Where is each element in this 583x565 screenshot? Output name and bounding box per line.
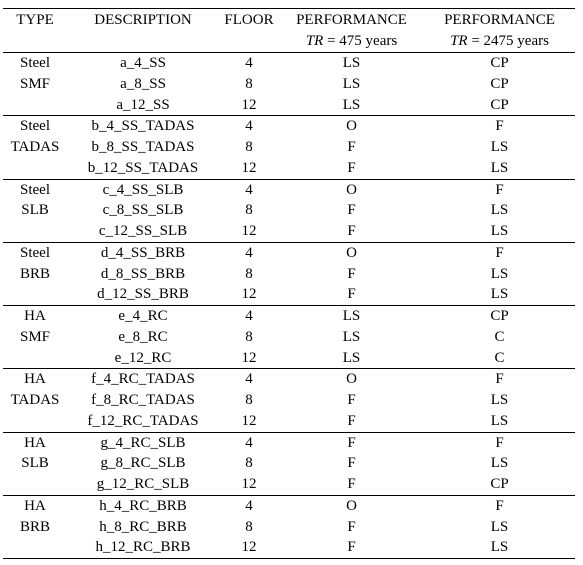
floor-cell: 4 <box>219 432 279 453</box>
performance-2475-cell: F <box>424 432 575 453</box>
performance-2475-cell: LS <box>490 223 509 240</box>
description-cell: d_8_SS_BRB <box>100 265 186 282</box>
table-row <box>3 327 575 348</box>
performance-475-cell: O <box>279 116 424 137</box>
tr-symbol: TR <box>450 33 468 49</box>
floor-cell: 8 <box>245 139 253 156</box>
type-cell <box>3 95 67 116</box>
description-cell: e_8_RC <box>118 328 168 345</box>
tr-value: = 2475 years <box>467 33 549 49</box>
performance-2475-cell: LS <box>490 518 509 535</box>
performance-475-cell: F <box>347 265 356 282</box>
description-cell: g_12_RC_SLB <box>96 476 190 493</box>
floor-cell: 8 <box>245 202 253 219</box>
header-description: DESCRIPTION <box>67 9 219 32</box>
type-cell <box>3 221 67 242</box>
table-row <box>3 53 575 74</box>
table-row <box>3 242 575 263</box>
type-cell <box>3 474 67 495</box>
description-cell: g_4_RC_SLB <box>67 432 219 453</box>
description-cell: a_12_SS <box>116 96 170 113</box>
floor-cell: 4 <box>219 116 279 137</box>
table-row <box>3 517 575 538</box>
description-cell: d_4_SS_BRB <box>67 242 219 263</box>
description-cell: h_8_RC_BRB <box>99 518 187 535</box>
table-row <box>3 306 575 327</box>
performance-2475-cell: F <box>424 242 575 263</box>
performance-table-container <box>3 8 575 559</box>
floor-cell: 4 <box>219 495 279 516</box>
floor-cell: 8 <box>245 265 253 282</box>
description-cell: c_8_SS_SLB <box>102 202 184 219</box>
performance-2475-cell: LS <box>490 202 509 219</box>
system-group <box>3 306 575 369</box>
performance-475-cell: LS <box>342 328 361 345</box>
type-cell <box>3 158 67 179</box>
type-cell <box>3 284 67 305</box>
type-cell: SLB <box>21 202 49 219</box>
performance-2475-cell: C <box>494 349 505 366</box>
performance-475-cell: F <box>279 432 424 453</box>
type-cell: HA <box>3 369 67 390</box>
performance-475-cell: LS <box>342 55 361 72</box>
performance-475-cell: F <box>347 159 356 176</box>
table-row <box>3 390 575 411</box>
table-row <box>3 474 575 495</box>
description-cell: f_4_RC_TADAS <box>67 369 219 390</box>
table-row <box>3 200 575 221</box>
performance-2475-cell: LS <box>424 537 575 558</box>
performance-475-cell: O <box>279 369 424 390</box>
floor-cell: 12 <box>219 537 279 558</box>
performance-2475-cell: F <box>424 495 575 516</box>
table-row <box>3 179 575 200</box>
table-row <box>3 95 575 116</box>
performance-2475-cell: LS <box>490 455 509 472</box>
type-cell: Steel <box>3 116 67 137</box>
description-cell: h_12_RC_BRB <box>67 537 219 558</box>
floor-cell: 8 <box>245 75 253 92</box>
table-row <box>3 432 575 453</box>
performance-2475-cell: CP <box>490 476 509 493</box>
table-row <box>3 411 575 432</box>
description-cell: a_4_SS <box>120 55 166 72</box>
system-group <box>3 242 575 305</box>
floor-cell: 12 <box>241 476 257 493</box>
system-group <box>3 53 575 116</box>
performance-2475-cell: CP <box>490 96 509 113</box>
tr-value: = 475 years <box>323 33 398 49</box>
performance-475-cell: F <box>347 202 356 219</box>
description-cell: b_12_SS_TADAS <box>87 159 199 176</box>
floor-cell: 4 <box>219 369 279 390</box>
table-row <box>3 537 575 558</box>
performance-475-cell: LS <box>279 306 424 327</box>
type-cell: Steel <box>20 55 50 72</box>
type-cell: HA <box>3 432 67 453</box>
system-group <box>3 495 575 558</box>
system-group <box>3 116 575 179</box>
description-cell: f_8_RC_TADAS <box>91 392 195 409</box>
type-cell: SMF <box>19 328 51 345</box>
performance-2475-cell: LS <box>490 392 509 409</box>
floor-cell: 4 <box>219 306 279 327</box>
performance-2475-cell: LS <box>490 265 509 282</box>
header-return-period-475 <box>279 31 424 53</box>
type-cell: SLB <box>21 455 49 472</box>
type-cell: SMF <box>19 75 51 92</box>
system-group <box>3 369 575 432</box>
performance-475-cell: O <box>279 495 424 516</box>
performance-475-cell: F <box>347 286 356 303</box>
system-group <box>3 179 575 242</box>
performance-2475-cell: LS <box>490 159 509 176</box>
floor-cell: 8 <box>245 455 253 472</box>
performance-2475-cell: CP <box>490 55 509 72</box>
type-cell: TADAS <box>10 392 60 409</box>
type-cell: TADAS <box>10 139 60 156</box>
table-row <box>3 116 575 137</box>
performance-475-cell: F <box>347 392 356 409</box>
floor-cell: 12 <box>241 223 257 240</box>
type-cell: BRB <box>19 265 50 282</box>
description-cell: h_4_RC_BRB <box>67 495 219 516</box>
performance-475-cell: O <box>279 179 424 200</box>
performance-475-cell: LS <box>342 96 361 113</box>
performance-2475-cell: CP <box>424 306 575 327</box>
description-cell: g_8_RC_SLB <box>100 455 186 472</box>
header-performance-2475: PERFORMANCE <box>424 9 575 32</box>
floor-cell: 8 <box>245 328 253 345</box>
performance-475-cell: F <box>347 223 356 240</box>
table-row <box>3 137 575 158</box>
performance-2475-cell: LS <box>490 139 509 156</box>
performance-475-cell: LS <box>342 349 361 366</box>
performance-2475-cell: LS <box>490 412 509 429</box>
tr-symbol: TR <box>305 33 324 49</box>
performance-475-cell: O <box>279 242 424 263</box>
performance-2475-cell: LS <box>490 286 509 303</box>
floor-cell: 8 <box>245 392 253 409</box>
table-row <box>3 453 575 474</box>
table-row <box>3 495 575 516</box>
type-cell: Steel <box>3 179 67 200</box>
table-row <box>3 264 575 285</box>
type-cell <box>3 348 67 369</box>
description-cell: c_12_SS_SLB <box>98 223 188 240</box>
header-type: TYPE <box>3 9 67 32</box>
type-cell: Steel <box>3 242 67 263</box>
performance-2475-cell: F <box>424 116 575 137</box>
table-row <box>3 158 575 179</box>
system-group <box>3 432 575 495</box>
floor-cell: 12 <box>241 412 257 429</box>
header-performance-475: PERFORMANCE <box>279 9 424 32</box>
floor-cell: 12 <box>241 286 257 303</box>
type-cell: HA <box>3 495 67 516</box>
floor-cell: 4 <box>219 179 279 200</box>
performance-2475-cell: F <box>424 179 575 200</box>
table-row <box>3 221 575 242</box>
floor-cell: 4 <box>219 242 279 263</box>
floor-cell: 12 <box>241 159 257 176</box>
header-floor: FLOOR <box>219 9 279 32</box>
description-cell: c_4_SS_SLB <box>67 179 219 200</box>
table-row <box>3 284 575 305</box>
performance-475-cell: LS <box>342 75 361 92</box>
description-cell: b_8_SS_TADAS <box>91 139 195 156</box>
table-row <box>3 369 575 390</box>
performance-475-cell: F <box>347 476 356 493</box>
floor-cell: 4 <box>245 55 253 72</box>
floor-cell: 12 <box>241 349 257 366</box>
performance-2475-cell: C <box>494 328 505 345</box>
table-row <box>3 74 575 95</box>
header-return-period-2475 <box>424 31 575 53</box>
performance-table <box>3 8 575 559</box>
floor-cell: 8 <box>245 518 253 535</box>
performance-2475-cell: CP <box>490 75 509 92</box>
type-cell: BRB <box>19 518 50 535</box>
type-cell <box>3 537 67 558</box>
performance-475-cell: F <box>347 412 356 429</box>
description-cell: d_12_SS_BRB <box>97 286 189 303</box>
floor-cell: 12 <box>241 96 257 113</box>
description-cell: f_12_RC_TADAS <box>87 412 199 429</box>
table-row <box>3 348 575 369</box>
description-cell: b_4_SS_TADAS <box>67 116 219 137</box>
description-cell: e_4_RC <box>67 306 219 327</box>
performance-2475-cell: F <box>424 369 575 390</box>
type-cell: HA <box>3 306 67 327</box>
description-cell: a_8_SS <box>120 75 166 92</box>
description-cell: e_12_RC <box>114 349 172 366</box>
performance-475-cell: F <box>279 537 424 558</box>
performance-475-cell: F <box>347 139 356 156</box>
type-cell <box>3 411 67 432</box>
performance-475-cell: F <box>347 518 356 535</box>
table-header <box>3 9 575 53</box>
performance-475-cell: F <box>347 455 356 472</box>
